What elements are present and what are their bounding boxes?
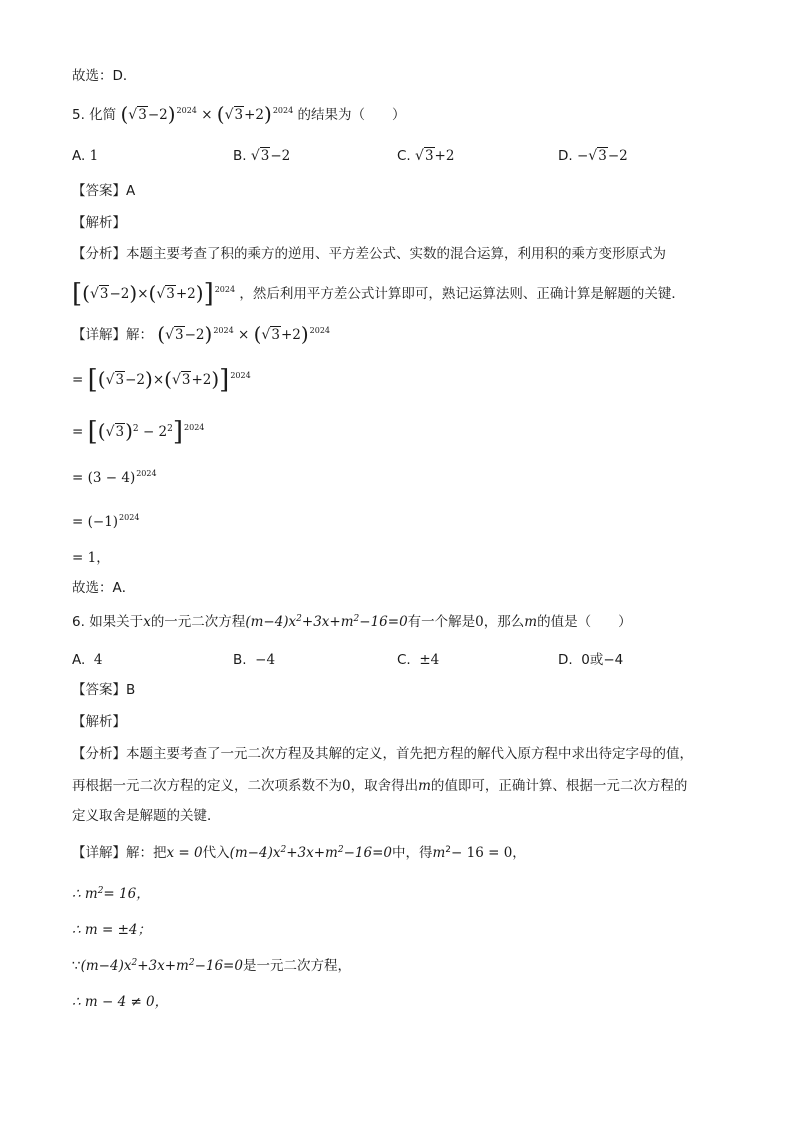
q6-option-b: B. −4 — [233, 652, 276, 668]
q5-step-4: = $(-1)^{2024}$ — [72, 513, 140, 530]
q6-fenxi-line3: 定义取舍是解题的关键． — [72, 808, 221, 824]
q6-option-a: A. 4 — [72, 652, 103, 668]
q5-xiangjie: 【详解】解： $(√3-2)^{2024} \times (√3+2)^{2024}$ — [72, 322, 331, 346]
q6-analysis-tag: 【解析】 — [72, 714, 126, 730]
q5-result: = 1， — [72, 550, 110, 566]
q5-fenxi-line2: $[(√3-2)\times(√3+2)]^{2024}$ ，然后利用平方差公式计算即可，熟记运算法则、正确计算是解题的关键． — [72, 279, 685, 309]
q6-fenxi-line1: 【分析】本题主要考查了一元二次方程及其解的定义，首先把方程的解代入原方程中求出待定字母的值， — [72, 746, 693, 762]
q6-step-3: $\because(m-4)x^2+3x+m^2-16=0$是一元二次方程， — [72, 958, 351, 974]
question-number: 6. — [72, 614, 85, 630]
q5-step-2: = $[(√3)^2 - 2^2]^{2024}$ — [72, 417, 205, 447]
q5-analysis-tag: 【解析】 — [72, 215, 126, 231]
expression-q5: $(√3-2)^{2024} \times (√3+2)^{2024}$ — [120, 102, 294, 126]
q6-xiangjie: 【详解】解：把x = 0代入$(m-4)x^2+3x+m^2-16=0$中，得$m^2- 16 = 0$， — [72, 845, 526, 861]
q6-option-d: D. 0或−4 — [558, 652, 624, 668]
q6-answer: 【答案】B — [72, 682, 136, 698]
question-number: 5. — [72, 107, 85, 123]
q5-answer: 【答案】A — [72, 183, 136, 199]
q5-option-c: C. √3+2 — [397, 148, 455, 164]
stem-lead: 化简 — [89, 107, 117, 123]
q5-option-a: A. 1 — [72, 148, 99, 164]
stem-tail: 的结果为（ ） — [297, 107, 406, 123]
q5-option-b: B. √3−2 — [233, 148, 291, 164]
q6-option-c: C. ±4 — [397, 652, 440, 668]
q5-step-1: = $[(√3-2)\times(√3+2)]^{2024}$ — [72, 365, 251, 395]
q6-fenxi-line2: 再根据一元二次方程的定义，二次项系数不为0，取舍得出m的值即可，正确计算、根据一元二次方程的 — [72, 778, 688, 794]
q5-fenxi: 【分析】本题主要考查了积的乘方的逆用、平方差公式、实数的混合运算，利用积的乘方变形原式为 — [72, 246, 666, 262]
question-6-stem: 6. 如果关于x的一元二次方程$(m-4)x^2+3x+m^2-16=0$有一个解是0，那么m的值是（ ） — [72, 614, 632, 630]
q6-step-4: ∴ m − 4 ≠ 0， — [72, 994, 169, 1010]
question-5-stem — [72, 102, 406, 127]
q6-step-1: ∴ $m^2= 16$， — [72, 886, 150, 902]
q6-step-2: ∴ m = ±4； — [72, 922, 151, 938]
previous-choice: 故选：D． — [72, 68, 137, 84]
q5-choice: 故选：A． — [72, 580, 136, 596]
q5-step-3: = $(3 - 4)^{2024}$ — [72, 469, 157, 486]
q5-option-d: D. −√3−2 — [558, 148, 628, 164]
